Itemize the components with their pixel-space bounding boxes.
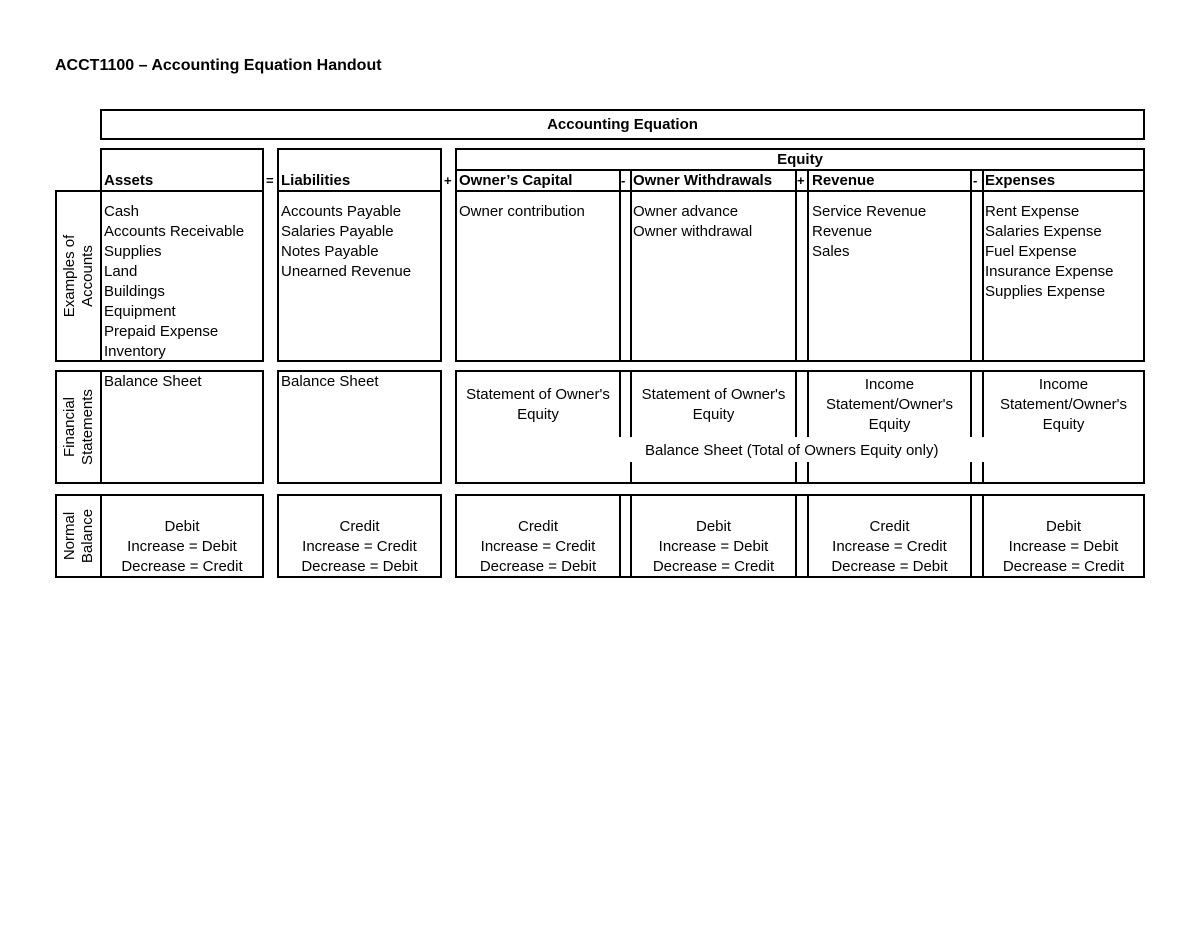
row-label-examples: Examples of Accounts bbox=[61, 234, 96, 318]
examples-expenses: Rent Expense Salaries Expense Fuel Expense Insurance Expense Supplies Expense bbox=[985, 203, 1114, 300]
statement-liabilities: Balance Sheet bbox=[281, 373, 379, 390]
statement-capital: Statement of Owner's Equity bbox=[466, 386, 610, 423]
operator-plus: + bbox=[444, 173, 452, 188]
col-header-assets: Assets bbox=[104, 172, 154, 189]
operator-minus: - bbox=[621, 173, 626, 188]
equity-balance-sheet-note: Balance Sheet (Total of Owners Equity only) bbox=[645, 442, 939, 459]
normal-liabilities: Credit Increase = Credit Decrease = Debit bbox=[301, 518, 418, 575]
row-label-financial: Financial Statements bbox=[61, 389, 96, 465]
document-title: ACCT1100 – Accounting Equation Handout bbox=[55, 57, 382, 74]
statement-assets: Balance Sheet bbox=[104, 373, 202, 390]
examples-revenue: Service Revenue Revenue Sales bbox=[812, 203, 927, 260]
normal-revenue: Credit Increase = Credit Decrease = Debit bbox=[831, 518, 948, 575]
operator-minus: - bbox=[973, 173, 978, 188]
operator-plus: + bbox=[797, 173, 805, 188]
statement-expenses: Income Statement/Owner's Equity bbox=[999, 376, 1128, 433]
examples-assets: Cash Accounts Receivable Supplies Land Buildings Equipment Prepaid Expense Inventory bbox=[104, 203, 245, 360]
examples-withdrawals: Owner advance Owner withdrawal bbox=[633, 203, 753, 240]
statement-withdrawals: Statement of Owner's Equity bbox=[641, 386, 786, 423]
equity-label: Equity bbox=[777, 151, 823, 168]
row-label-normal: Normal Balance bbox=[61, 508, 96, 564]
normal-capital: Credit Increase = Credit Decrease = Debit bbox=[479, 518, 597, 575]
normal-expenses: Debit Increase = Debit Decrease = Credit bbox=[1002, 518, 1125, 575]
col-header-withdrawals: Owner Withdrawals bbox=[633, 172, 773, 189]
examples-capital: Owner contribution bbox=[459, 203, 585, 220]
col-header-liabilities: Liabilities bbox=[281, 172, 351, 189]
examples-liabilities: Accounts Payable Salaries Payable Notes Payable Unearned Revenue bbox=[281, 203, 412, 280]
col-header-capital: Owner’s Capital bbox=[459, 172, 573, 189]
col-header-revenue: Revenue bbox=[812, 172, 875, 189]
col-header-expenses: Expenses bbox=[985, 172, 1056, 189]
equation-banner-label: Accounting Equation bbox=[547, 116, 698, 133]
operator-equals: = bbox=[266, 173, 274, 188]
normal-assets: Debit Increase = Debit Decrease = Credit bbox=[121, 518, 243, 575]
statement-revenue: Income Statement/Owner's Equity bbox=[825, 376, 954, 433]
normal-withdrawals: Debit Increase = Debit Decrease = Credit bbox=[652, 518, 775, 575]
